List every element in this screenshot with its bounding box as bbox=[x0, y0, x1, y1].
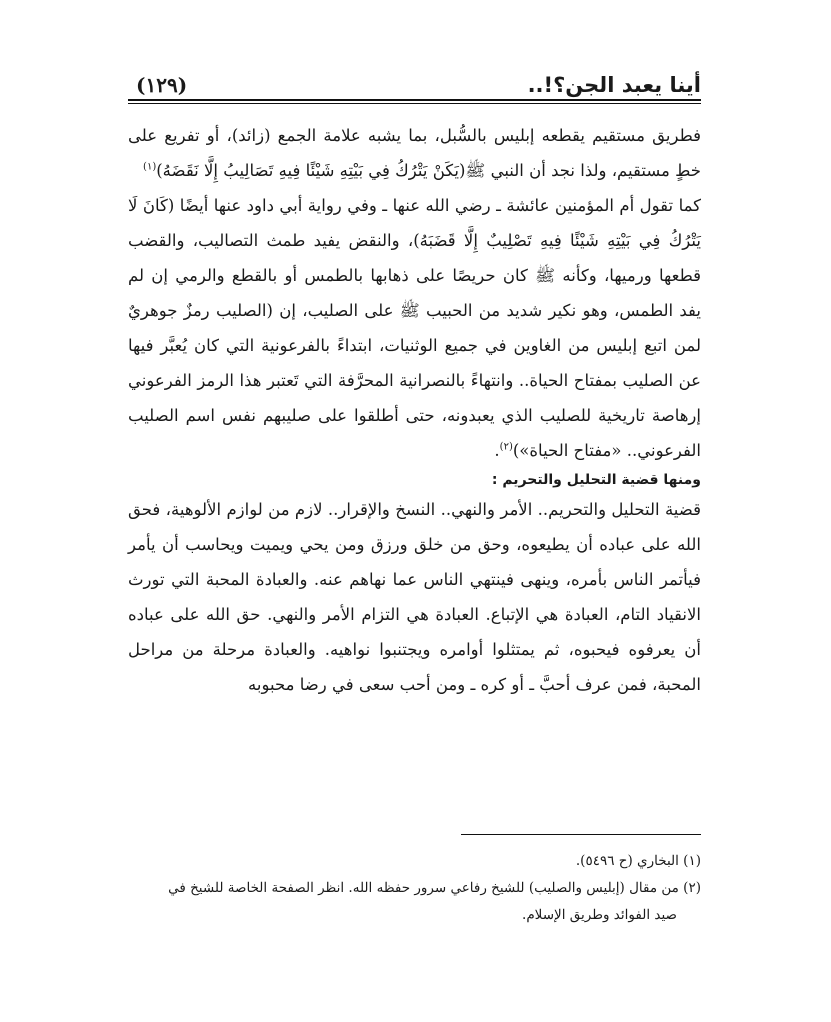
running-header bbox=[128, 72, 701, 100]
header-rule bbox=[128, 99, 701, 101]
page-number: (١٢٩) bbox=[136, 73, 188, 97]
paragraph-1 bbox=[128, 118, 701, 188]
footnote-separator bbox=[461, 834, 701, 835]
paragraph-2-text: كما تقول أم المؤمنين عائشة ـ رضي الله عنها ـ وفي رواية أبي داود عنها أيضًا (كَانَ لَا يَتْرُكُ فِي بَيْتِهِ شَيْئًا فِيهِ تَصْلِيبٌ إِلَّا قَضَبَهُ)، والنقض يفيد طمث التصاليب، والقضب قطعها ورميها، وكأنه ﷺ كان حريصًا على ذهابها بالطمس أو بالقطع والرمي إن لم يفد الطمس، وهو نكير شديد من الحبيب ﷺ على الصليب، إن (الصليب رمزٌ جوهريٌ لمن اتبع إبليس من الغاوين في جميع الوثنيات، ابتداءً بالفرعونية التي كان يُعبَّر فيها عن الصليب بمفتاح الحياة.. وانتهاءً بالنصرانية المحرَّفة التي تَعتبر هذا الرمز الفرعوني إرهاصة تاريخية للصليب الذي يعبدونه، حتى أطلقوا على صليبهم نفس اسم الصليب الفرعوني.. «مفتاح الحياة») bbox=[128, 196, 701, 460]
paragraph-3: قضية التحليل والتحريم.. الأمر والنهي.. النسخ والإقرار.. لازم من لوازم الألوهية، فحق الله على عباده أن يطيعوه، وحق من خلق ورزق ومن يحي ويميت ويحاسب أن يأمر فيأتمر الناس بأمره، وينهى فينتهي الناس عما نهاهم عنه. والعبادة المحبة التي تورث الانقياد التام، العبادة هي الإتباع. العبادة هي التزام الأمر والنهي. حق الله على عباده أن يعرفوه فيحبوه، ثم يمتثلوا أوامره ويجتنبوا نواهيه. والعبادة مرحلة من مراحل المحبة، فمن عرف أحبَّ ـ أو كره ـ ومن أحب سعى في رضا محبوبه bbox=[128, 500, 701, 694]
footnotes bbox=[128, 848, 701, 929]
section-heading: ومنها قضية التحليل والتحريم : bbox=[491, 472, 701, 488]
header-rule-thin bbox=[128, 103, 701, 104]
main-text bbox=[128, 118, 701, 702]
footnote-2-continued: صيد الفوائد وطريق الإسلام. bbox=[522, 907, 677, 923]
paragraph-1-text: فطريق مستقيم يقطعه إبليس بالسُّبل، بما يشبه علامة الجمع (زائد)، أو تفريع على خطٍ مستقيم، ولذا نجد أن النبي ﷺ(يَكَنْ يَتْرُكُ فِي بَيْتِهِ شَيْئًا فِيهِ تَصَالِيبُ إِلَّا نَقَضَهُ) bbox=[128, 126, 701, 180]
footnote-ref-2: (٢) bbox=[499, 441, 513, 453]
footnote-ref-1: (١) bbox=[143, 161, 157, 173]
footnote-2: (٢) من مقال (إبليس والصليب) للشيخ رفاعي سرور حفظه الله. انظر الصفحة الخاصة للشيخ في bbox=[168, 880, 701, 896]
paragraph-2 bbox=[128, 188, 701, 468]
paragraph-2-end: . bbox=[494, 441, 500, 460]
footnote-1: (١) البخاري (ح ٥٤٩٦). bbox=[575, 853, 701, 869]
book-title: أينا يعبد الجن؟!.. bbox=[527, 73, 701, 97]
